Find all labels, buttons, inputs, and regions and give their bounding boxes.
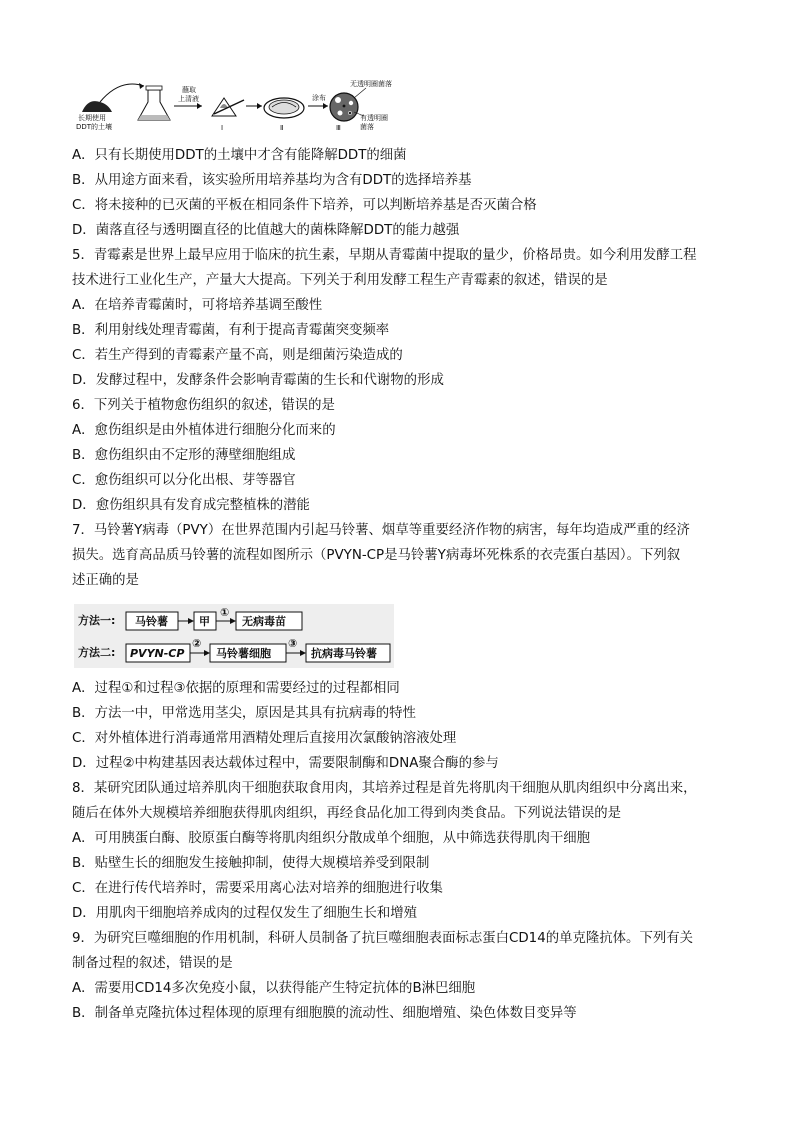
option-line: C．愈伤组织可以分化出根、芽等器官 [72,473,296,488]
method1-box-jia: 甲 [199,615,210,628]
option-line: B．从用途方面来看，该实验所用培养基均为含有DDT的选择培养基 [72,173,472,188]
option-line: B．贴壁生长的细胞发生接触抑制，使得大规模培养受到限制 [72,856,430,871]
question-line: 6．下列关于植物愈伤组织的叙述，错误的是 [72,398,335,413]
roman-2: Ⅱ [280,124,284,132]
question-line: 9．为研究巨噬细胞的作用机制，科研人员制备了抗巨噬细胞表面标志蛋白CD14的单克隆抗体。下列有关 [72,931,694,946]
step-label-1: 蘸取 [182,86,196,94]
question-line: 技术进行工业化生产，产量大大提高。下列关于利用发酵工程生产青霉素的叙述，错误的是 [72,273,608,288]
potato-breeding-flow [74,604,394,668]
soil-label-2: DDT的土壤 [76,123,113,131]
colony-no-halo-label: 无透明圈菌落 [350,80,392,88]
option-line: C．在进行传代培养时，需要采用离心法对培养的细胞进行收集 [72,881,443,896]
ddt-experiment-figure [74,76,394,136]
method2-box-resistant: 抗病毒马铃薯 [311,647,377,660]
option-line: A．愈伤组织是由外植体进行细胞分化而来的 [72,423,336,438]
method2-step2: ③ [288,637,298,650]
option-line: C．将未接种的已灭菌的平板在相同条件下培养，可以判断培养基是否灭菌合格 [72,198,537,213]
method1-box-potato: 马铃薯 [135,615,168,628]
option-line: D．用肌肉干细胞培养成肉的过程仅发生了细胞生长和增殖 [72,906,418,921]
spread-label: 涂布 [312,94,326,102]
method2-box-gene: PVYN-CP [130,647,185,660]
step-label-2: 上清液 [178,95,199,103]
question-line: 5．青霉素是世界上最早应用于临床的抗生素，早期从青霉菌中提取的量少，价格昂贵。如今利用发酵工程 [72,248,697,263]
option-line: C．若生产得到的青霉素产量不高，则是细菌污染造成的 [72,348,403,363]
option-line: B．制备单克隆抗体过程体现的原理有细胞膜的流动性、细胞增殖、染色体数目变异等 [72,1006,577,1021]
transfer-arrow [100,84,144,102]
method2-label: 方法二: [78,646,116,659]
question-line: 8．某研究团队通过培养肌肉干细胞获取食用肉，其培养过程是首先将肌肉干细胞从肌肉组织中分离出来， [72,781,697,796]
question-line: 损失。选育高品质马铃薯的流程如图所示（PVYN-CP是马铃薯Y病毒坏死株系的衣壳蛋白基因）。下列叙 [72,548,681,563]
method1-step: ① [220,606,230,619]
option-line: D．菌落直径与透明圈直径的比值越大的菌株降解DDT的能力越强 [72,223,460,238]
option-line: D．过程②中构建基因表达载体过程中，需要限制酶和DNA聚合酶的参与 [72,756,499,771]
method1-label: 方法一: [78,614,116,627]
question-line: 制备过程的叙述，错误的是 [72,956,233,971]
option-line: A．只有长期使用DDT的土壤中才含有能降解DDT的细菌 [72,148,407,163]
option-line: B．方法一中，甲常选用茎尖，原因是其具有抗病毒的特性 [72,706,416,721]
method2-box-cell: 马铃薯细胞 [216,647,271,660]
option-line: A．需要用CD14多次免疫小鼠，以获得能产生特定抗体的B淋巴细胞 [72,981,476,996]
question-line: 7．马铃薯Y病毒（PVY）在世界范围内引起马铃薯、烟草等重要经济作物的病害，每年均造成严重的经济 [72,523,690,538]
roman-3: Ⅲ [336,124,341,132]
soil-label-1: 长期使用 [78,114,106,122]
option-line: A．过程①和过程③依据的原理和需要经过的过程都相同 [72,681,400,696]
roman-1: Ⅰ [221,124,224,132]
option-line: D．发酵过程中，发酵条件会影响青霉菌的生长和代谢物的形成 [72,373,444,388]
question-line: 随后在体外大规模培养细胞获得肌肉组织，再经食品化加工得到肉类食品。下列说法错误的是 [72,806,622,821]
option-line: A．在培养青霉菌时，可将培养基调至酸性 [72,298,323,313]
colony-halo-label-2: 菌落 [360,123,374,131]
option-line: A．可用胰蛋白酶、胶原蛋白酶等将肌肉组织分散成单个细胞，从中筛选获得肌肉干细胞 [72,831,591,846]
colony-halo-label-1: 有透明圈 [360,114,388,122]
method2-step1: ② [192,637,202,650]
option-line: D．愈伤组织具有发育成完整植株的潜能 [72,498,310,513]
soil-mound-icon [82,101,112,112]
option-line: B．愈伤组织由不定形的薄壁细胞组成 [72,448,296,463]
method1-box-virus-free: 无病毒苗 [242,615,286,628]
option-line: C．对外植体进行消毒通常用酒精处理后直接用次氯酸钠溶液处理 [72,731,457,746]
question-line: 述正确的是 [72,573,139,588]
option-line: B．利用射线处理青霉菌，有利于提高青霉菌突变频率 [72,323,390,338]
